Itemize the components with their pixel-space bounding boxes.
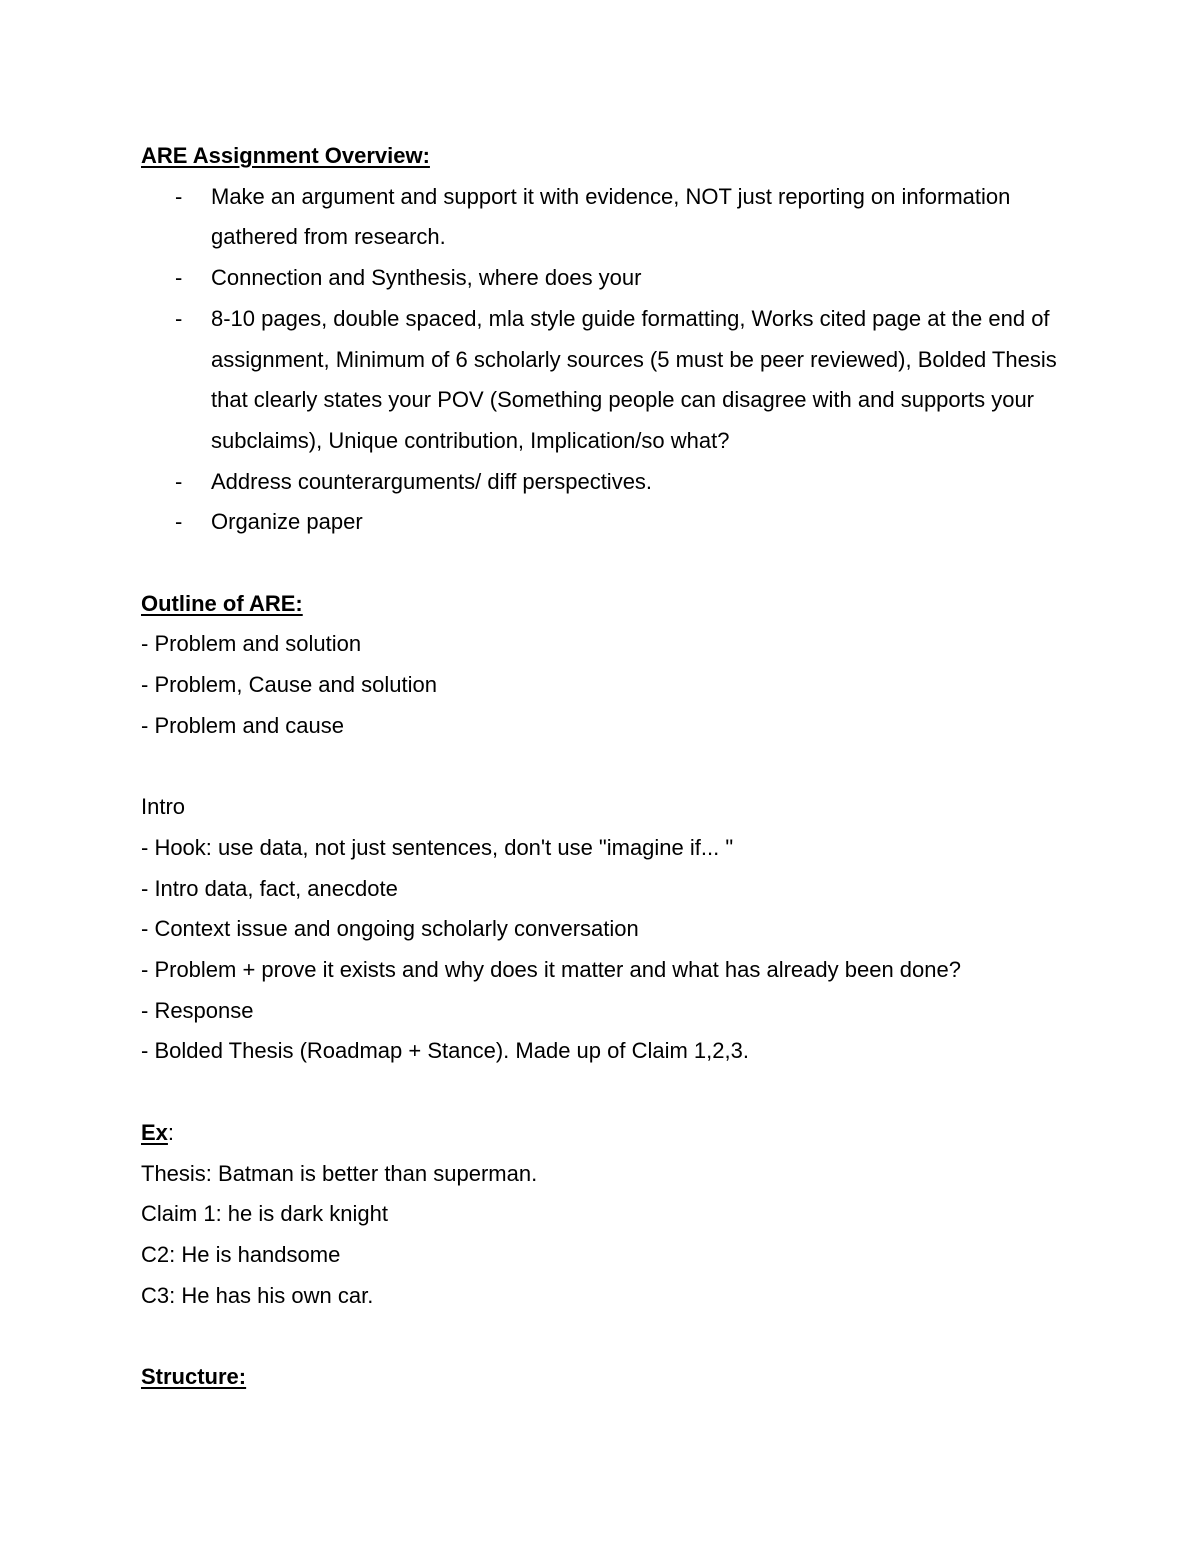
document-content [141, 136, 1071, 1398]
overview-list [141, 177, 1071, 543]
list-item-text: 8-10 pages, double spaced, mla style guide formatting, Works cited page at the end of assignment, Minimum of 6 scholarly sources (5 must be peer reviewed), Bolded Thesis that clearly states your POV (Something people can disagree with and supports your subclaims), Unique contribution, Implication/so what? [211, 305, 1057, 453]
list-item [141, 502, 1071, 543]
spacer [141, 1316, 1071, 1357]
dash-bullet: - [175, 183, 183, 209]
example-line: C3: He has his own car. [141, 1282, 374, 1308]
intro-line: - Hook: use data, not just sentences, don't use "imagine if... " [141, 834, 734, 860]
dash-bullet: - [175, 509, 183, 535]
example-line: C2: He is handsome [141, 1241, 341, 1267]
list-item-text: Make an argument and support it with evidence, NOT just reporting on information gathered from research. [211, 183, 1011, 250]
outline-line: - Problem and cause [141, 712, 344, 738]
list-item [141, 299, 1071, 462]
list-item-text: Connection and Synthesis, where does your [211, 265, 642, 291]
dash-bullet: - [175, 305, 183, 331]
spacer [141, 543, 1071, 584]
intro-line: - Response [141, 997, 254, 1023]
intro-title: Intro [141, 794, 186, 820]
structure-heading: Structure: [141, 1364, 247, 1390]
example-heading-suffix: : [167, 1119, 175, 1145]
intro-line: - Context issue and ongoing scholarly conversation [141, 916, 639, 942]
outline-line: - Problem and solution [141, 631, 362, 657]
list-item-text: Organize paper [211, 509, 363, 535]
intro-line: - Intro data, fact, anecdote [141, 875, 398, 901]
example-heading: Ex [141, 1119, 168, 1145]
outline-line: - Problem, Cause and solution [141, 672, 437, 698]
outline-heading: Outline of ARE: [141, 590, 303, 616]
list-item [141, 462, 1071, 503]
example-line: Claim 1: he is dark knight [141, 1201, 388, 1227]
list-item [141, 177, 1071, 258]
list-item [141, 258, 1071, 299]
spacer [141, 1072, 1071, 1113]
spacer [141, 747, 1071, 788]
list-item-text: Address counterarguments/ diff perspectives. [211, 468, 653, 494]
dash-bullet: - [175, 265, 183, 291]
intro-line: - Problem + prove it exists and why does it matter and what has already been done? [141, 957, 961, 983]
overview-heading: ARE Assignment Overview: [141, 143, 430, 168]
intro-line: - Bolded Thesis (Roadmap + Stance). Made up of Claim 1,2,3. [141, 1038, 749, 1064]
example-heading-line [141, 1113, 1071, 1154]
example-line: Thesis: Batman is better than superman. [141, 1160, 538, 1186]
dash-bullet: - [175, 468, 183, 494]
